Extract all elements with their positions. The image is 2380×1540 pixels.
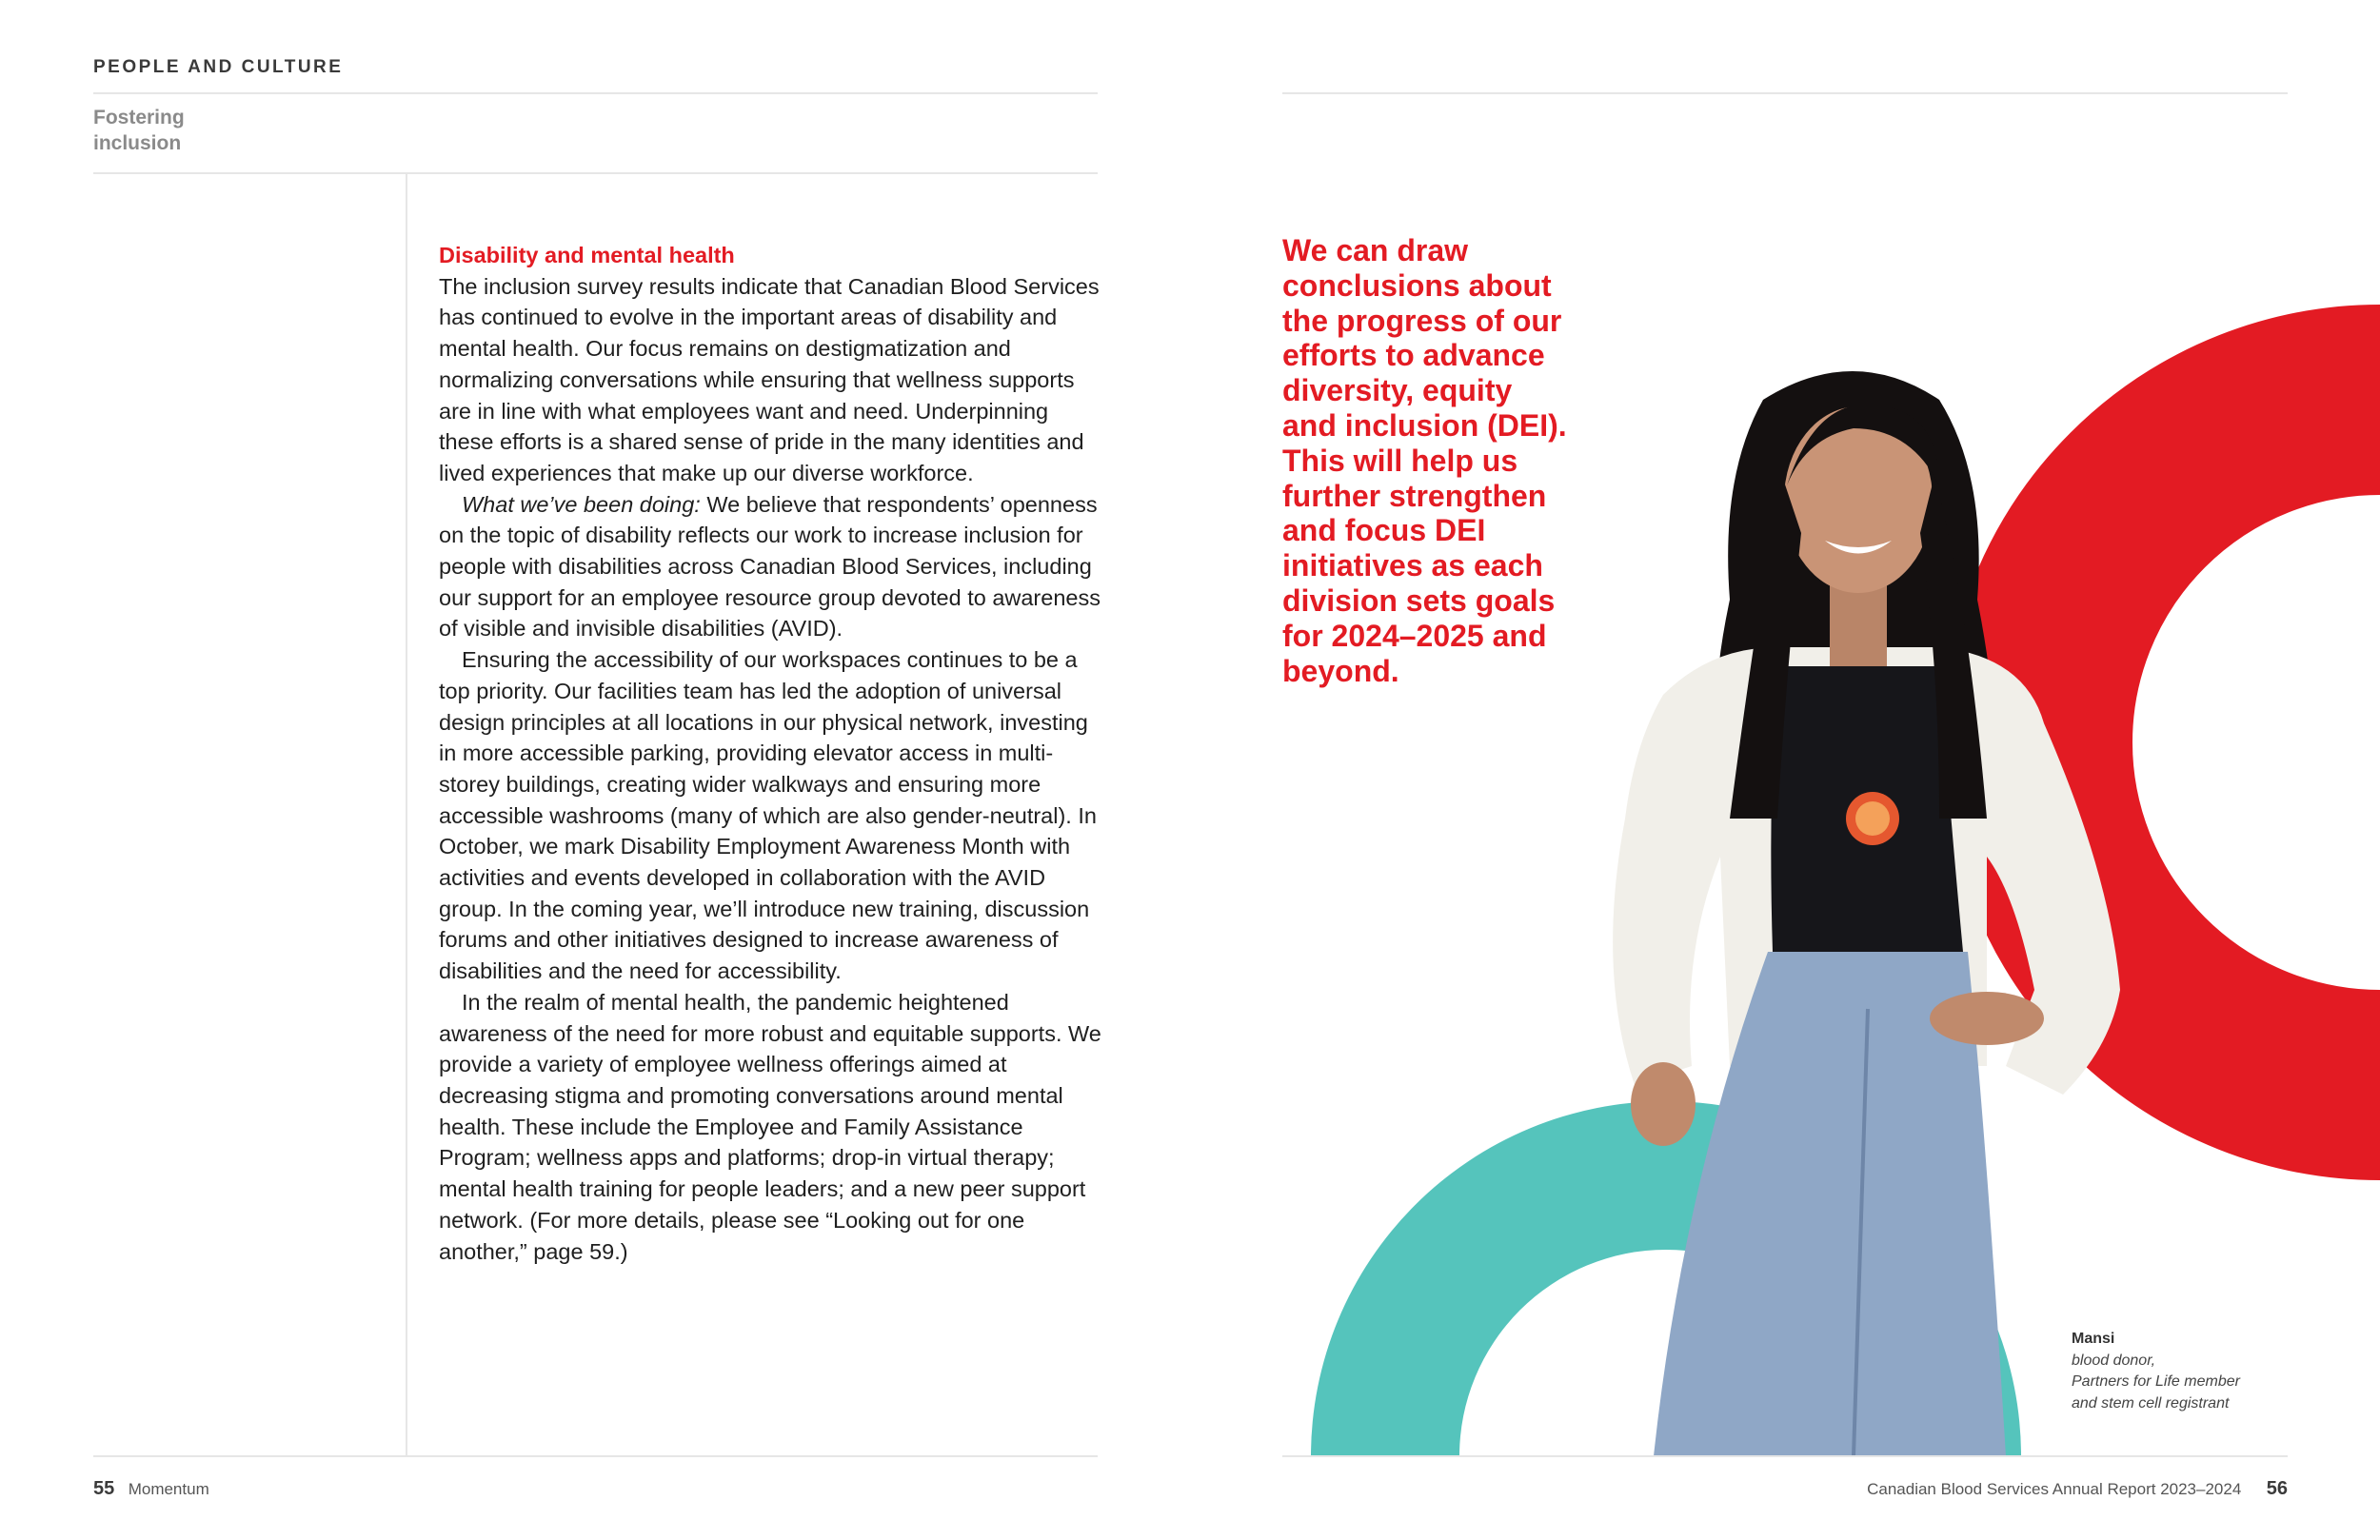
section-label: PEOPLE AND CULTURE [93, 57, 344, 77]
caption-role-line2: Partners for Life member [2072, 1373, 2240, 1390]
report-title: Canadian Blood Services Annual Report 2023–2024 [1867, 1480, 2242, 1498]
article-paragraph-1: The inclusion survey results indicate that Canadian Blood Services has continued to evolve in the important areas of disability and mental health. Our focus remains on destigmatization and normalizing conversations while ensuring that wellness supports are in line with what employees want and need. Underpinning these efforts is a shared sense of pride in the many identities and lived experiences that make up our diverse workforce. [439, 273, 1100, 485]
article-body [439, 240, 1105, 1267]
article-paragraph-3: Ensuring the accessibility of our workspaces continues to be a top priority. Our facilities team has led the adoption of universal design principles at all locations in our physical network, investing in more accessible parking, providing elevator access in multi-storey buildings, creating wider walkways and ensuring more accessible washrooms (many of which are also gender-neutral). In October, we mark Disability Employment Awareness Month with activities and events developed in collaboration with the AVID group. In the coming year, we’ll introduce new training, discussion forums and other initiatives designed to increase awareness of disabilities and the need for accessibility. [439, 647, 1097, 984]
caption-role-line1: blood donor, [2072, 1352, 2156, 1369]
subsection-divider [93, 172, 1098, 174]
paragraph-2-text: We believe that respondents’ openness on the topic of disability reflects our work to increase inclusion for people with disabilities across Canadian Blood Services, including our support for an employee resource group devoted to awareness of visible and invisible disabilities (AVID). [439, 491, 1101, 642]
footer-left [93, 1478, 209, 1500]
article-paragraph-4: In the realm of mental health, the pandemic heightened awareness of the need for more robust and equitable supports. We provide a variety of employee wellness offerings aimed at decreasing stigma and promoting conversations around mental health. These include the Employee and Family Assistance Program; wellness apps and platforms; drop-in virtual therapy; mental health training for people leaders; and a new peer support network. (For more details, please see “Looking out for one another,” page 59.) [439, 989, 1101, 1264]
page-number-left: 55 [93, 1478, 115, 1499]
caption-role-line3: and stem cell registrant [2072, 1394, 2230, 1412]
subsection-title-line2: inclusion [93, 132, 182, 154]
footer-divider-left [93, 1455, 1098, 1457]
subsection-title-line1: Fostering [93, 107, 185, 128]
footer-right [1867, 1478, 2288, 1500]
paragraph-lead-in: What we’ve been doing: [462, 491, 701, 517]
header-divider-right [1282, 92, 2288, 94]
header-divider-left [93, 92, 1098, 94]
article-heading: Disability and mental health [439, 243, 735, 267]
caption-name: Mansi [2072, 1331, 2115, 1347]
subsection-title [93, 105, 284, 156]
pull-quote: We can draw conclusions about the progress of our efforts to advance diversity, equity and inclusion (DEI). This will help us further strengthen and focus DEI initiatives as each division sets goals for 2024–2025 and beyond. [1282, 233, 1567, 688]
publication-title: Momentum [128, 1480, 209, 1498]
footer-divider-right [1282, 1455, 2288, 1457]
article-paragraph-2 [439, 489, 1105, 645]
page-number-right: 56 [2266, 1478, 2288, 1499]
photo-caption [2072, 1329, 2240, 1414]
column-divider [406, 173, 407, 1456]
